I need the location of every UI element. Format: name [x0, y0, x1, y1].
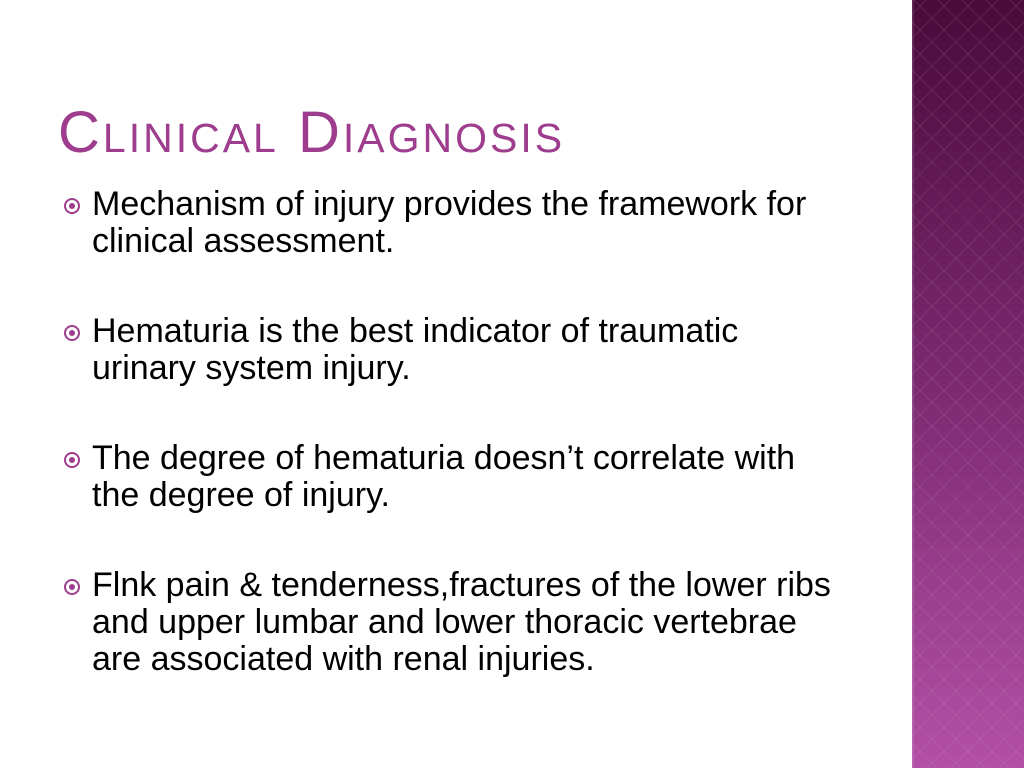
- bullet-text-line: are associated with renal injuries.: [92, 640, 595, 678]
- circled-dot-icon: [64, 198, 80, 214]
- bullet-item: [0, 440, 900, 514]
- circled-dot-icon: [64, 579, 80, 595]
- bullet-text-line: urinary system injury.: [92, 349, 411, 387]
- circled-dot-icon: [64, 452, 80, 468]
- bullet-text-line: the degree of injury.: [92, 476, 390, 514]
- bullet-text-line: clinical assessment.: [92, 222, 395, 260]
- bullet-item: [0, 313, 900, 387]
- bullet-list: [0, 186, 900, 731]
- bullet-text-line: Mechanism of injury provides the framework for: [92, 185, 807, 223]
- decorative-side-strip: [912, 0, 1024, 768]
- bullet-text-line: and upper lumbar and lower thoracic vertebrae: [92, 603, 797, 641]
- circled-dot-icon: [64, 325, 80, 341]
- bullet-item: [0, 567, 900, 678]
- bullet-text-line: Hematuria is the best indicator of traumatic: [92, 312, 739, 350]
- bullet-text-line: Flnk pain & tenderness,fractures of the lower ribs: [92, 566, 831, 604]
- bullet-text-line: The degree of hematuria doesn’t correlate with: [92, 439, 796, 477]
- bullet-item: [0, 186, 900, 260]
- slide-title: Clinical Diagnosis: [58, 100, 566, 165]
